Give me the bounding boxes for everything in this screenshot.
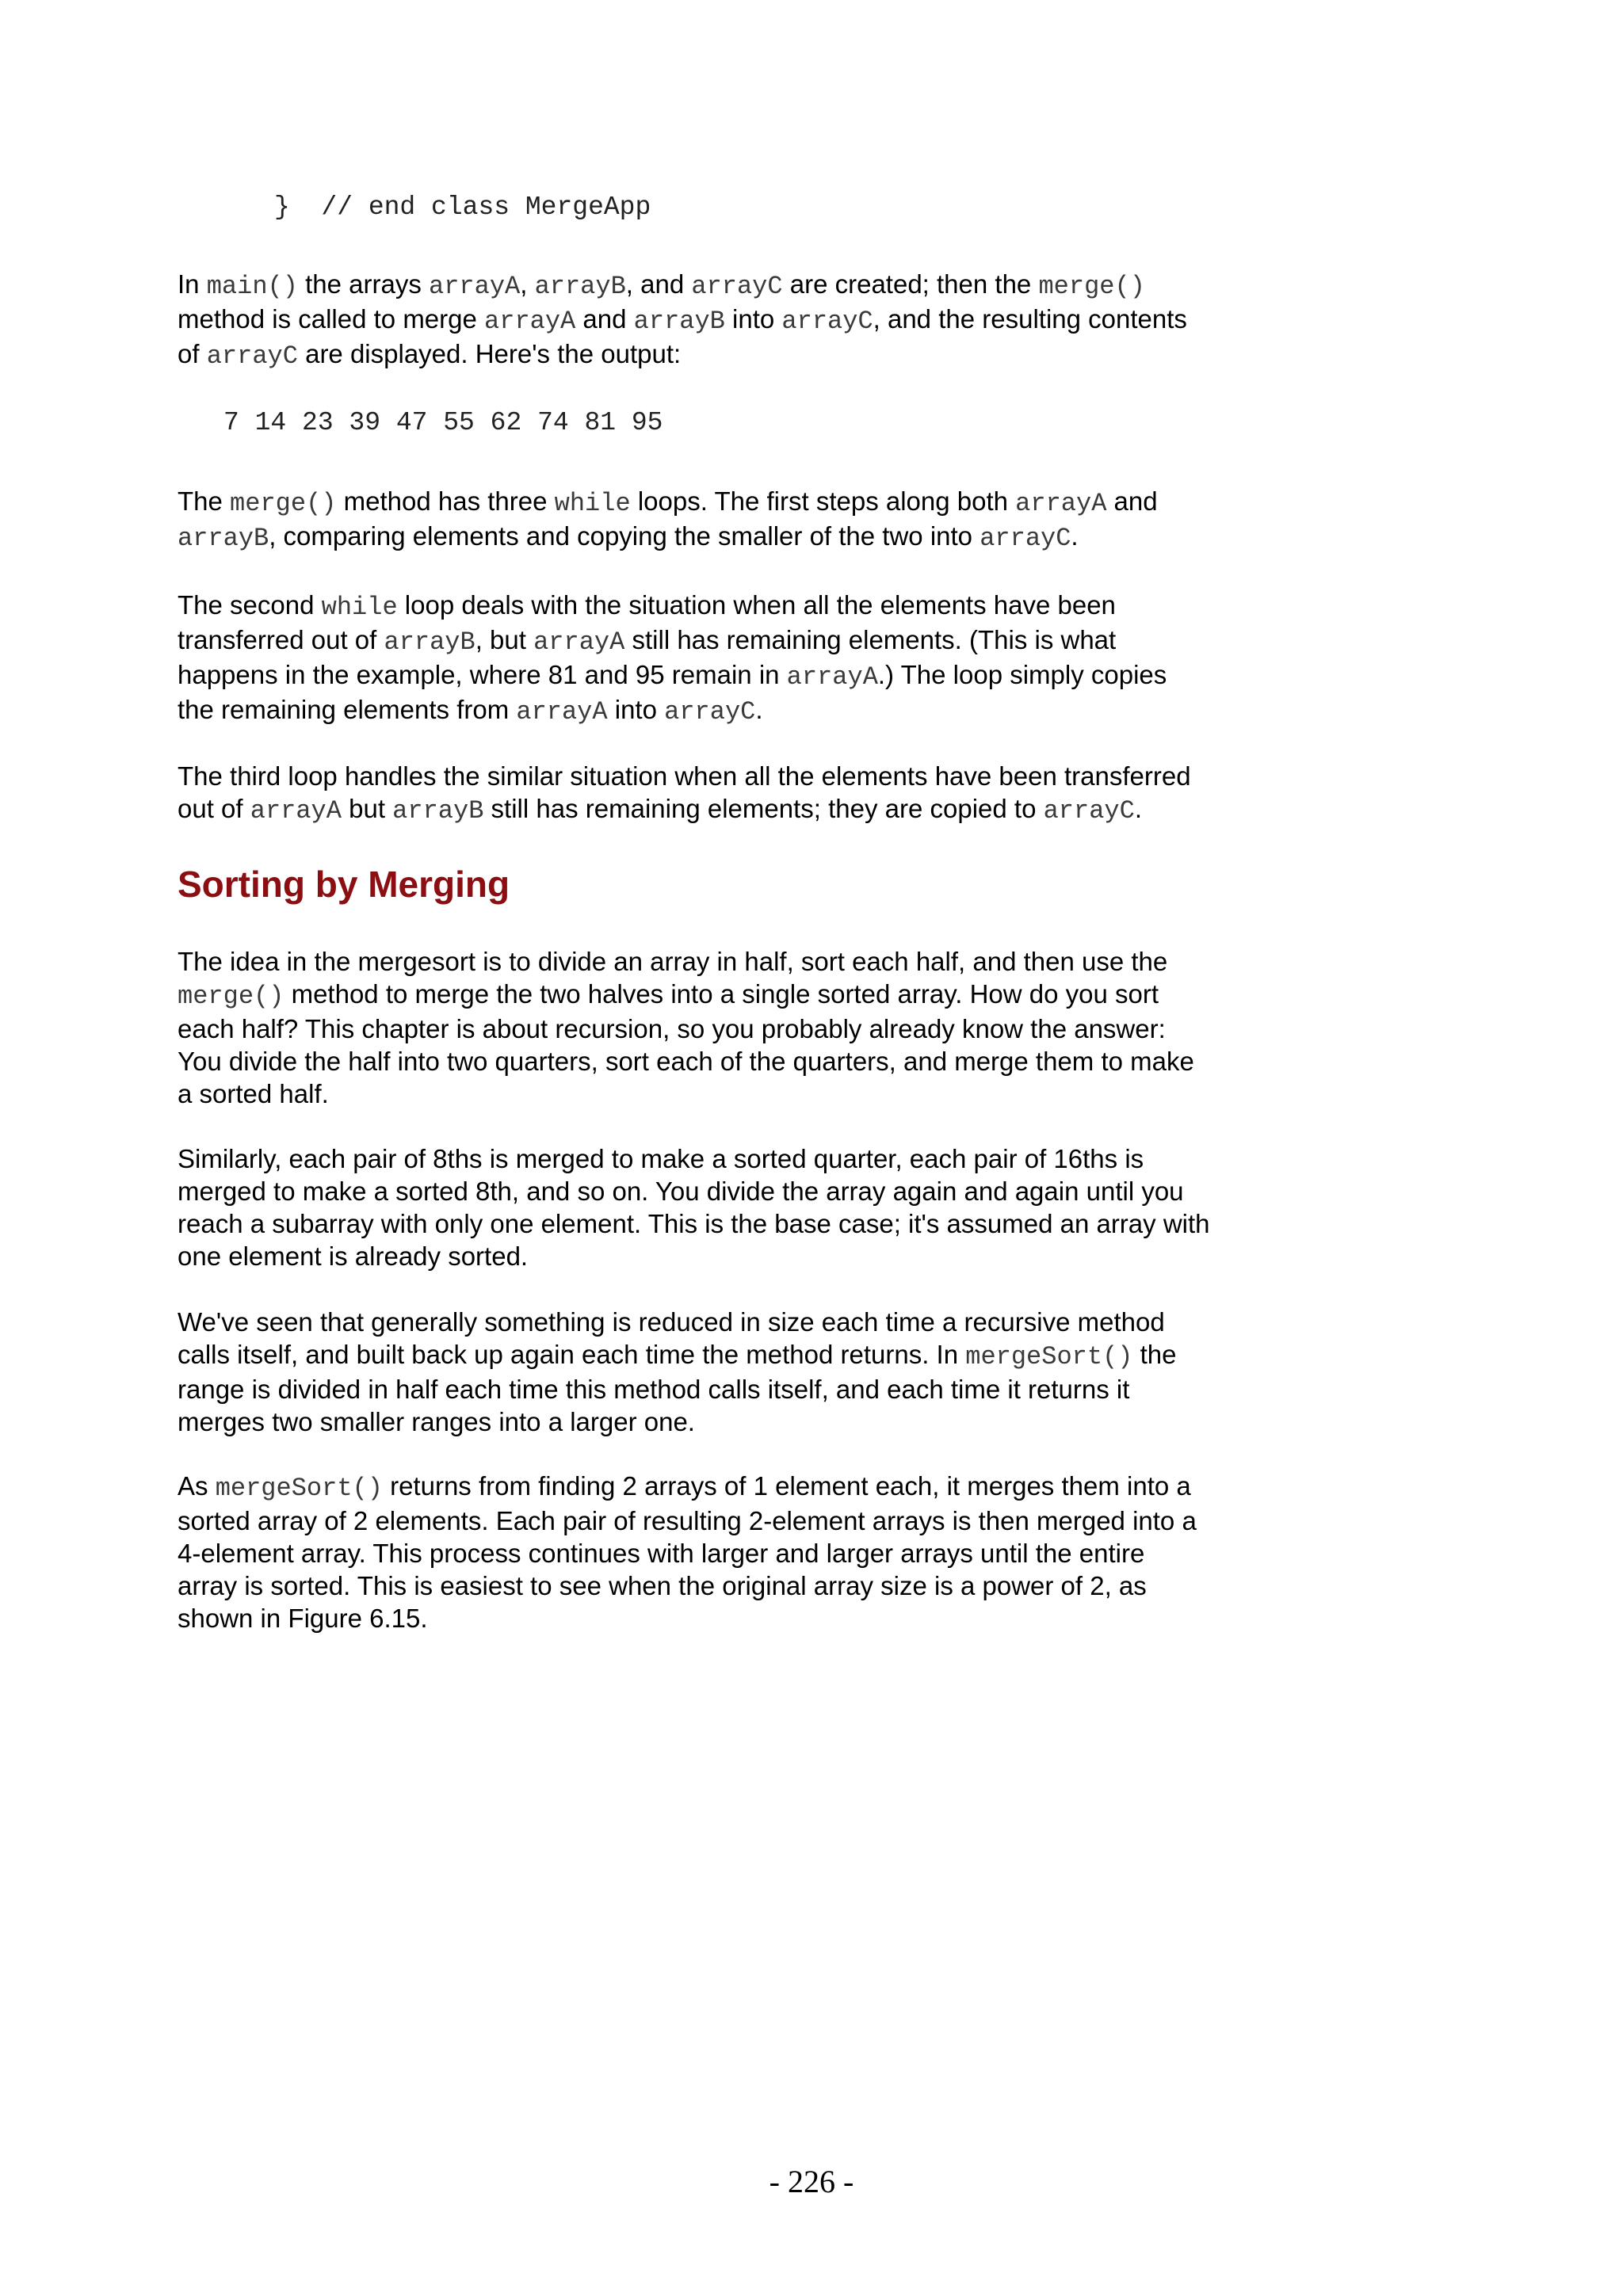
page-number: - 226 - (769, 2164, 854, 2199)
text-line: one element is already sorted. (178, 1241, 529, 1271)
text-line: The idea in the mergesort is to divide an array in half, sort each half, and then use the (178, 947, 1168, 976)
text-line: sorted array of 2 elements. Each pair of resulting 2-element arrays is then merged into a (178, 1506, 1197, 1535)
text-line: out of arrayA but arrayB still has remaining elements; they are copied to arrayC. (178, 794, 1142, 826)
text-line: range is divided in half each time this method calls itself, and each time it returns it (178, 1375, 1130, 1404)
text-line: 4-element array. This process continues with larger and larger arrays until the entire (178, 1539, 1145, 1568)
text-line: reach a subarray with only one element. This is the base case; it's assumed an array with (178, 1209, 1210, 1238)
text-line: Similarly, each pair of 8ths is merged to make a sorted quarter, each pair of 16ths is (178, 1144, 1144, 1173)
text-line: happens in the example, where 81 and 95 remain in arrayA.) The loop simply copies (178, 660, 1167, 692)
text-line: merged to make a sorted 8th, and so on. You divide the array again and again until you (178, 1177, 1184, 1206)
paragraph-merge-process (178, 1470, 1271, 1634)
text-line: The merge() method has three while loops. The first steps along both arrayA and (178, 486, 1158, 518)
text-line: shown in Figure 6.15. (178, 1604, 428, 1633)
text-line: transferred out of arrayB, but arrayA still has remaining elements. (This is what (178, 625, 1117, 657)
text-line: We've seen that generally something is reduced in size each time a recursive method (178, 1307, 1165, 1337)
text-line: As mergeSort() returns from finding 2 arrays of 1 element each, it merges them into a (178, 1471, 1191, 1503)
paragraph-merge-loops (178, 485, 1271, 555)
paragraph-divide-array (178, 1142, 1271, 1272)
section-heading: Sorting by Merging (178, 864, 510, 905)
text-line: method is called to merge arrayA and arrayB into arrayC, and the resulting contents (178, 304, 1187, 336)
text-line: In main() the arrays arrayA, arrayB, and arrayC are created; then the merge() (178, 269, 1145, 301)
program-output-line: 7 14 23 39 47 55 62 74 81 95 (223, 408, 663, 437)
text-line: merge() method to merge the two halves into a single sorted array. How do you sort (178, 979, 1159, 1011)
text-line: The third loop handles the similar situation when all the elements have been transferred (178, 761, 1191, 791)
text-line: the remaining elements from arrayA into arrayC. (178, 695, 763, 727)
text-line: arrayB, comparing elements and copying the smaller of the two into arrayC. (178, 521, 1079, 553)
text-line: of arrayC are displayed. Here's the output: (178, 339, 682, 371)
text-line: array is sorted. This is easiest to see when the original array size is a power of 2, as (178, 1571, 1147, 1600)
paragraph-recursive-reduction (178, 1306, 1271, 1438)
text-line: calls itself, and built back up again each time the method returns. In mergeSort() the (178, 1340, 1177, 1371)
code-end-class-line: } // end class MergeApp (274, 193, 651, 222)
text-line: each half? This chapter is about recursion, so you probably already know the answer: (178, 1014, 1166, 1043)
text-line: You divide the half into two quarters, sort each of the quarters, and merge them to make (178, 1047, 1194, 1076)
text-line: a sorted half. (178, 1079, 329, 1108)
paragraph-second-loop (178, 589, 1271, 728)
text-line: The second while loop deals with the situation when all the elements have been (178, 590, 1116, 622)
paragraph-third-loop (178, 760, 1271, 827)
paragraph-main-description (178, 268, 1271, 372)
text-line: merges two smaller ranges into a larger one. (178, 1407, 695, 1436)
paragraph-mergesort-idea (178, 945, 1271, 1110)
